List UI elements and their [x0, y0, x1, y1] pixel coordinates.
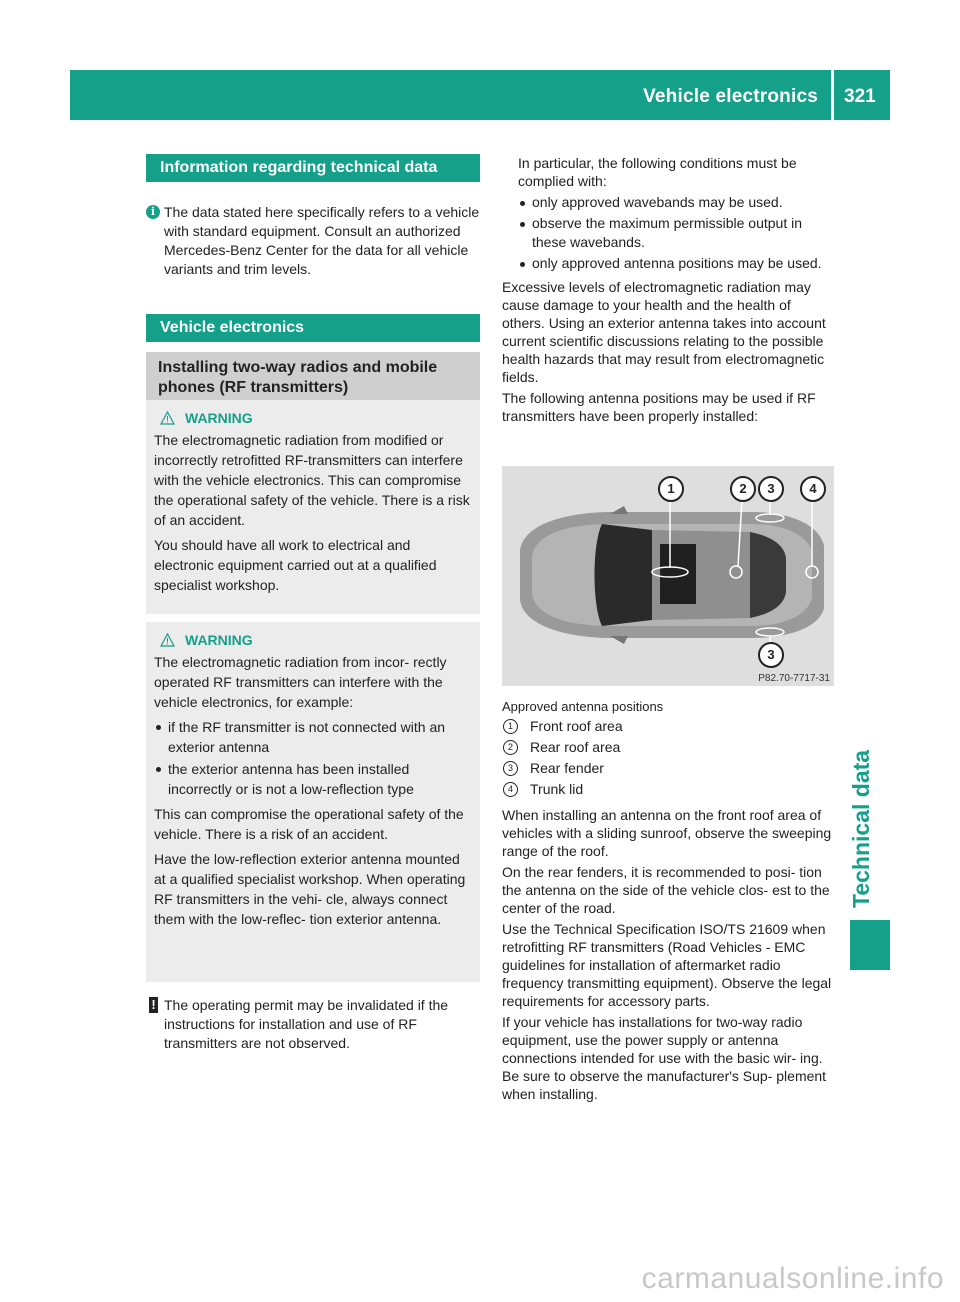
conditions-list: [518, 193, 836, 273]
page-title: Vehicle electronics: [643, 86, 818, 107]
warning-paragraph: This can compromise the operational safety of the vehicle. There is a risk of an accident.: [154, 806, 464, 842]
legend-item: 4 Trunk lid: [502, 779, 832, 800]
callout-4: 4: [800, 476, 826, 502]
warning-box-1: [146, 400, 480, 614]
callout-3: 3: [758, 476, 784, 502]
figure-code: P82.70-7717-31: [758, 673, 830, 684]
warning-heading: WARNING: [154, 410, 472, 426]
legend-item: 1 Front roof area: [502, 716, 832, 737]
warning-paragraph: The electromagnetic radiation from incor- rectly operated RF transmitters can interfere with the vehicle electronics, for example:: [154, 654, 447, 710]
section-header-vehicle-electronics: Vehicle electronics: [146, 314, 480, 342]
header-divider: [831, 70, 834, 120]
paragraph: The following antenna positions may be used if RF transmitters have been properly installed:: [502, 390, 816, 424]
section-header-information: Information regarding technical data: [146, 154, 480, 182]
warning-paragraph: Have the low-reflection exterior antenna mounted at a qualified specialist workshop. When operating RF transmitters in the vehi- cle, always connect them with the low-reflec- tion exterior antenna.: [154, 851, 466, 927]
footer-watermark: carmanualsonline.info: [641, 1262, 944, 1295]
right-column-top: [502, 154, 836, 428]
figure-caption: Approved antenna positions: [502, 699, 664, 714]
info-icon: i: [146, 205, 160, 219]
warning-paragraph: You should have all work to electrical and electronic equipment carried out at a qualified specialist workshop.: [154, 537, 437, 593]
list-item: only approved antenna positions may be used.: [518, 254, 836, 273]
page-number: 321: [844, 86, 876, 107]
side-tab-marker: [850, 920, 890, 970]
callout-2: 2: [730, 476, 756, 502]
list-item: if the RF transmitter is not connected with an exterior antenna: [154, 717, 472, 757]
list-item: the exterior antenna has been installed incorrectly or is not a low-reflection type: [154, 759, 472, 799]
warning-triangle-icon: [160, 411, 175, 425]
subsection-header-installing-radios: Installing two-way radios and mobile phones (RF transmitters): [146, 352, 480, 400]
warning-heading: WARNING: [154, 632, 472, 648]
callout-3-lower: 3: [758, 642, 784, 668]
paragraph: When installing an antenna on the front roof area of vehicles with a sliding sunroof, observe the sweeping range of the roof.: [502, 807, 832, 859]
paragraph: If your vehicle has installations for two-way radio equipment, use the power supply or antenna connections intended for use with the basic wir- ing. Be sure to observe the manufacturer's Sup- plement when installing.: [502, 1014, 827, 1102]
paragraph: In particular, the following conditions must be complied with:: [518, 155, 797, 189]
side-tab-label: Technical data: [848, 749, 874, 908]
warning-triangle-icon: [160, 633, 175, 647]
notice-text: The operating permit may be invalidated if the instructions for installation and use of RF transmitters are not observed.: [164, 997, 449, 1051]
paragraph: On the rear fenders, it is recommended to posi- tion the antenna on the side of the vehicle clos- est to the center of the road.: [502, 864, 830, 916]
legend-item: 2 Rear roof area: [502, 737, 832, 758]
antenna-positions-figure: [502, 466, 834, 686]
list-item: only approved wavebands may be used.: [518, 193, 836, 212]
warning-box-2: [146, 622, 480, 982]
paragraph: Use the Technical Specification ISO/TS 21609 when retrofitting RF transmitters (Road Vehicles - EMC guidelines for installation of aftermarket radio frequency transmitting equipment). Observe the legal requirements for accessory parts.: [502, 921, 832, 1009]
warning-bullet-list: [154, 717, 472, 799]
list-item: observe the maximum permissible output in these wavebands.: [518, 214, 836, 252]
info-note-text: The data stated here specifically refers to a vehicle with standard equipment. Consult an authorized Mercedes-Benz Center for the data for all vehicle variants and trim levels.: [164, 204, 480, 277]
legend-item: 3 Rear fender: [502, 758, 832, 779]
antenna-legend: [502, 716, 832, 800]
warning-paragraph: The electromagnetic radiation from modified or incorrectly retrofitted RF-transmitters can interfere with the vehicle electronics. This can compromise the operational safety of the vehicle. There is a risk of an accident.: [154, 432, 470, 528]
callout-1: 1: [658, 476, 684, 502]
paragraph: Excessive levels of electromagnetic radiation may cause damage to your health and the health of others. Using an exterior antenna takes into account current scientific discussions relating to the possible health hazards that may result from electromagnetic fields.: [502, 279, 826, 385]
exclamation-icon: !: [149, 997, 158, 1013]
right-column-bottom: [502, 806, 836, 1106]
